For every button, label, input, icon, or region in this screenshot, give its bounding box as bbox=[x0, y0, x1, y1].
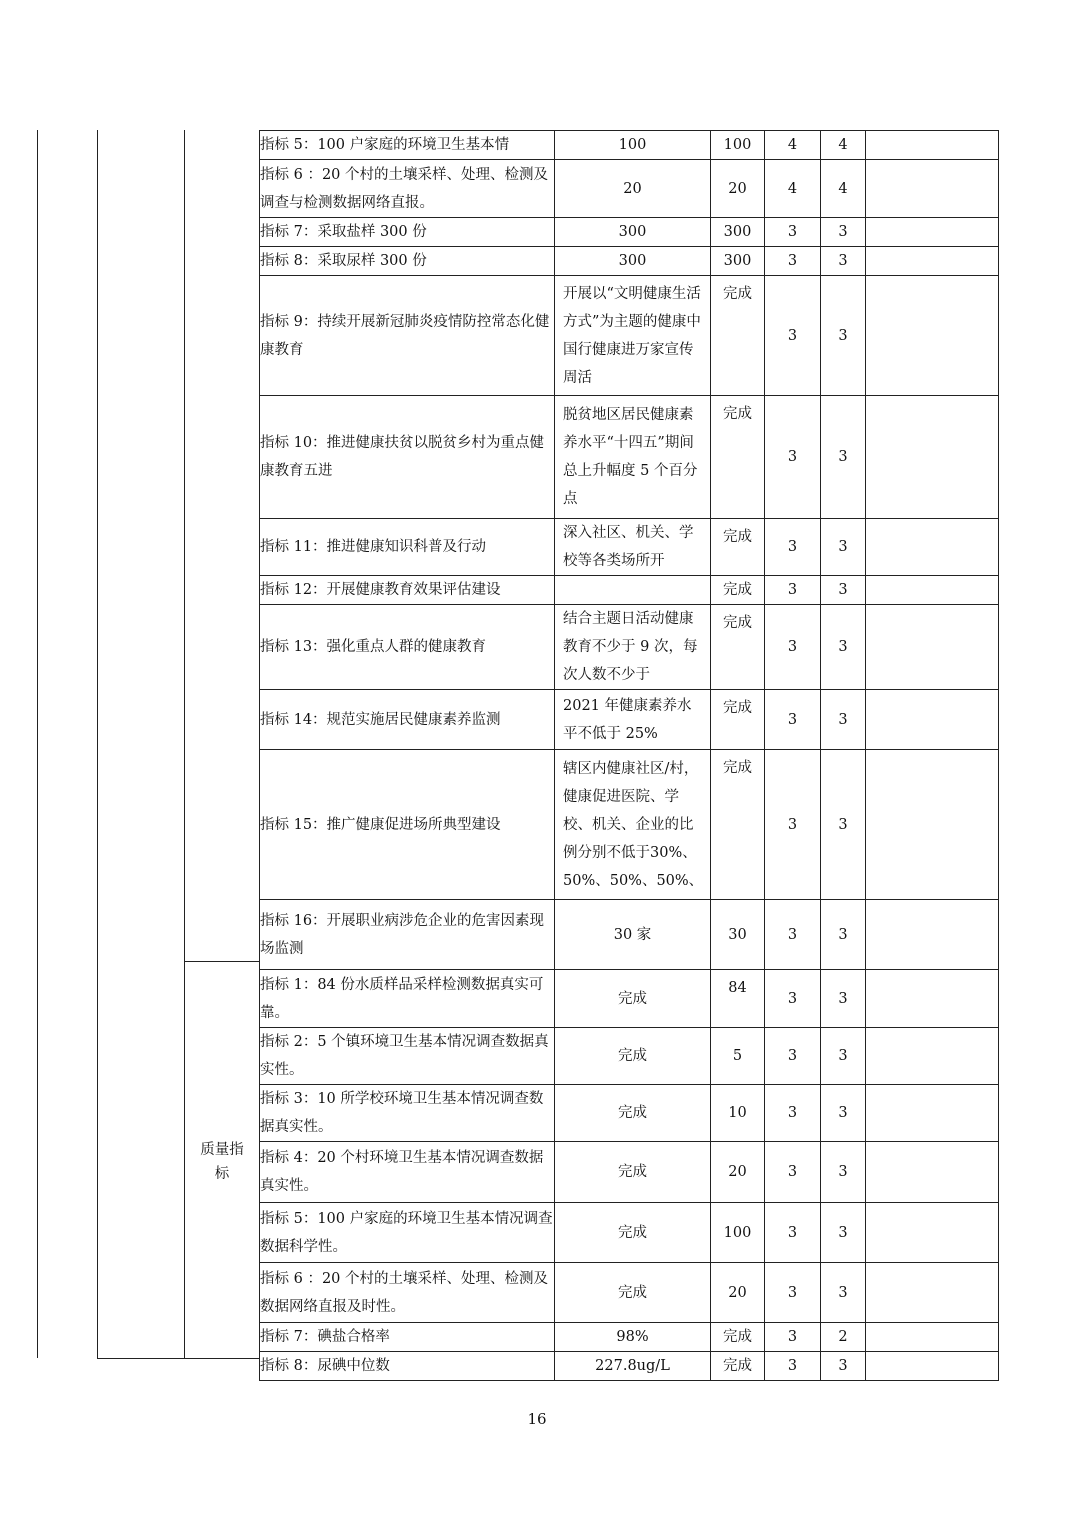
indicator-cell: 指标 15：推广健康促进场所典型建设 bbox=[260, 750, 555, 900]
target-cell: 开展以“文明健康生活方式”为主题的健康中国行健康进万家宣传周活 bbox=[555, 276, 711, 396]
score-weight-cell: 3 bbox=[765, 247, 821, 276]
table-row bbox=[260, 970, 999, 1028]
table-row bbox=[260, 1028, 999, 1085]
indicator-cell: 指标 8：采取尿样 300 份 bbox=[260, 247, 555, 276]
score-cell: 3 bbox=[821, 519, 866, 576]
indicator-cell: 指标 12：开展健康教育效果评估建设 bbox=[260, 576, 555, 605]
actual-cell: 完成 bbox=[711, 519, 765, 576]
indicator-cell: 指标 6 ：20 个村的土壤采样、处理、检测及数据网络直报及时性。 bbox=[260, 1263, 555, 1323]
table-left-border bbox=[37, 130, 38, 1358]
actual-cell: 完成 bbox=[711, 1323, 765, 1352]
score-weight-cell: 3 bbox=[765, 1352, 821, 1381]
score-weight-cell: 3 bbox=[765, 690, 821, 750]
score-cell: 3 bbox=[821, 970, 866, 1028]
score-weight-cell: 3 bbox=[765, 605, 821, 690]
table-row bbox=[260, 576, 999, 605]
table-row bbox=[260, 1323, 999, 1352]
note-cell bbox=[866, 605, 999, 690]
indicator-cell: 指标 2：5 个镇环境卫生基本情况调查数据真实性。 bbox=[260, 1028, 555, 1085]
score-weight-cell: 3 bbox=[765, 396, 821, 519]
score-cell: 3 bbox=[821, 276, 866, 396]
actual-cell: 300 bbox=[711, 247, 765, 276]
indicator-cell: 指标 3：10 所学校环境卫生基本情况调查数据真实性。 bbox=[260, 1085, 555, 1142]
score-cell: 2 bbox=[821, 1323, 866, 1352]
indicator-table bbox=[259, 130, 999, 1381]
indicator-cell: 指标 4：20 个村环境卫生基本情况调查数据真实性。 bbox=[260, 1142, 555, 1203]
note-cell bbox=[866, 1203, 999, 1263]
score-weight-cell: 3 bbox=[765, 970, 821, 1028]
target-cell: 结合主题日活动健康教育不少于 9 次，每次人数不少于 bbox=[555, 605, 711, 690]
note-cell bbox=[866, 218, 999, 247]
note-cell bbox=[866, 1142, 999, 1203]
score-cell: 3 bbox=[821, 900, 866, 970]
target-cell: 辖区内健康社区/村，健康促进医院、学校、机关、企业的比例分别不低于30%、50%、50%、50%、 bbox=[555, 750, 711, 900]
actual-cell: 300 bbox=[711, 218, 765, 247]
score-cell: 3 bbox=[821, 396, 866, 519]
indicator-cell: 指标 5：100 户家庭的环境卫生基本情 bbox=[260, 131, 555, 160]
target-cell: 完成 bbox=[555, 1263, 711, 1323]
score-weight-cell: 3 bbox=[765, 750, 821, 900]
actual-cell: 100 bbox=[711, 131, 765, 160]
table-column-divider-1 bbox=[97, 130, 98, 1358]
indicator-cell: 指标 10：推进健康扶贫以脱贫乡村为重点健康教育五进 bbox=[260, 396, 555, 519]
actual-cell: 20 bbox=[711, 1142, 765, 1203]
target-cell: 深入社区、机关、学校等各类场所开 bbox=[555, 519, 711, 576]
target-cell: 完成 bbox=[555, 1142, 711, 1203]
indicator-cell: 指标 9：持续开展新冠肺炎疫情防控常态化健康教育 bbox=[260, 276, 555, 396]
page-number: 16 bbox=[527, 1410, 547, 1428]
table-row bbox=[260, 519, 999, 576]
target-cell: 30 家 bbox=[555, 900, 711, 970]
actual-cell: 10 bbox=[711, 1085, 765, 1142]
actual-cell: 完成 bbox=[711, 605, 765, 690]
score-weight-cell: 3 bbox=[765, 1263, 821, 1323]
actual-cell: 5 bbox=[711, 1028, 765, 1085]
target-cell: 98% bbox=[555, 1323, 711, 1352]
note-cell bbox=[866, 519, 999, 576]
table-row bbox=[260, 900, 999, 970]
category-label-quality: 质量指 标 bbox=[200, 1142, 244, 1182]
table-row bbox=[260, 1085, 999, 1142]
score-cell: 3 bbox=[821, 1263, 866, 1323]
note-cell bbox=[866, 576, 999, 605]
score-weight-cell: 3 bbox=[765, 1203, 821, 1263]
indicator-cell: 指标 8：尿碘中位数 bbox=[260, 1352, 555, 1381]
note-cell bbox=[866, 131, 999, 160]
indicator-cell: 指标 14：规范实施居民健康素养监测 bbox=[260, 690, 555, 750]
actual-cell: 完成 bbox=[711, 1352, 765, 1381]
table-row bbox=[260, 605, 999, 690]
score-cell: 3 bbox=[821, 218, 866, 247]
indicator-cell: 指标 7：碘盐合格率 bbox=[260, 1323, 555, 1352]
actual-cell: 完成 bbox=[711, 750, 765, 900]
score-weight-cell: 3 bbox=[765, 900, 821, 970]
target-cell: 20 bbox=[555, 160, 711, 218]
table-row bbox=[260, 218, 999, 247]
note-cell bbox=[866, 1028, 999, 1085]
table-bottom-border-left bbox=[97, 1358, 259, 1359]
category-divider bbox=[184, 961, 259, 962]
actual-cell: 100 bbox=[711, 1203, 765, 1263]
table-row bbox=[260, 247, 999, 276]
target-cell: 300 bbox=[555, 247, 711, 276]
note-cell bbox=[866, 276, 999, 396]
table-row bbox=[260, 1352, 999, 1381]
table-row bbox=[260, 1142, 999, 1203]
note-cell bbox=[866, 900, 999, 970]
note-cell bbox=[866, 1323, 999, 1352]
score-weight-cell: 4 bbox=[765, 160, 821, 218]
table-row bbox=[260, 160, 999, 218]
score-cell: 3 bbox=[821, 690, 866, 750]
note-cell bbox=[866, 750, 999, 900]
score-cell: 3 bbox=[821, 605, 866, 690]
score-cell: 3 bbox=[821, 1028, 866, 1085]
score-cell: 3 bbox=[821, 247, 866, 276]
table-row bbox=[260, 690, 999, 750]
target-cell: 2021 年健康素养水平不低于 25% bbox=[555, 690, 711, 750]
target-cell: 完成 bbox=[555, 970, 711, 1028]
indicator-cell: 指标 7：采取盐样 300 份 bbox=[260, 218, 555, 247]
score-weight-cell: 3 bbox=[765, 1028, 821, 1085]
indicator-cell: 指标 13：强化重点人群的健康教育 bbox=[260, 605, 555, 690]
score-cell: 3 bbox=[821, 1352, 866, 1381]
target-cell: 脱贫地区居民健康素养水平“十四五”期间总上升幅度 5 个百分点 bbox=[555, 396, 711, 519]
score-weight-cell: 3 bbox=[765, 276, 821, 396]
note-cell bbox=[866, 1085, 999, 1142]
actual-cell: 完成 bbox=[711, 396, 765, 519]
score-cell: 4 bbox=[821, 160, 866, 218]
target-cell: 完成 bbox=[555, 1203, 711, 1263]
score-cell: 4 bbox=[821, 131, 866, 160]
table-row bbox=[260, 276, 999, 396]
table-row bbox=[260, 1263, 999, 1323]
actual-cell: 完成 bbox=[711, 690, 765, 750]
target-cell: 300 bbox=[555, 218, 711, 247]
score-cell: 3 bbox=[821, 750, 866, 900]
actual-cell: 84 bbox=[711, 970, 765, 1028]
indicator-cell: 指标 5：100 户家庭的环境卫生基本情况调查数据科学性。 bbox=[260, 1203, 555, 1263]
note-cell bbox=[866, 970, 999, 1028]
score-weight-cell: 4 bbox=[765, 131, 821, 160]
note-cell bbox=[866, 247, 999, 276]
score-cell: 3 bbox=[821, 576, 866, 605]
score-weight-cell: 3 bbox=[765, 1323, 821, 1352]
score-weight-cell: 3 bbox=[765, 218, 821, 247]
actual-cell: 完成 bbox=[711, 276, 765, 396]
target-cell: 100 bbox=[555, 131, 711, 160]
score-weight-cell: 3 bbox=[765, 576, 821, 605]
actual-cell: 完成 bbox=[711, 576, 765, 605]
score-cell: 3 bbox=[821, 1203, 866, 1263]
table-row bbox=[260, 1203, 999, 1263]
score-cell: 3 bbox=[821, 1085, 866, 1142]
table-row bbox=[260, 396, 999, 519]
table-row bbox=[260, 131, 999, 160]
note-cell bbox=[866, 1352, 999, 1381]
note-cell bbox=[866, 396, 999, 519]
target-cell: 227.8ug/L bbox=[555, 1352, 711, 1381]
indicator-cell: 指标 16：开展职业病涉危企业的危害因素现场监测 bbox=[260, 900, 555, 970]
indicator-cell: 指标 6 ：20 个村的土壤采样、处理、检测及调查与检测数据网络直报。 bbox=[260, 160, 555, 218]
actual-cell: 20 bbox=[711, 1263, 765, 1323]
score-weight-cell: 3 bbox=[765, 519, 821, 576]
indicator-cell: 指标 11：推进健康知识科普及行动 bbox=[260, 519, 555, 576]
target-cell bbox=[555, 576, 711, 605]
score-weight-cell: 3 bbox=[765, 1085, 821, 1142]
target-cell: 完成 bbox=[555, 1028, 711, 1085]
score-weight-cell: 3 bbox=[765, 1142, 821, 1203]
indicator-cell: 指标 1：84 份水质样品采样检测数据真实可靠。 bbox=[260, 970, 555, 1028]
score-cell: 3 bbox=[821, 1142, 866, 1203]
actual-cell: 20 bbox=[711, 160, 765, 218]
note-cell bbox=[866, 160, 999, 218]
note-cell bbox=[866, 690, 999, 750]
table-row bbox=[260, 750, 999, 900]
note-cell bbox=[866, 1263, 999, 1323]
actual-cell: 30 bbox=[711, 900, 765, 970]
target-cell: 完成 bbox=[555, 1085, 711, 1142]
